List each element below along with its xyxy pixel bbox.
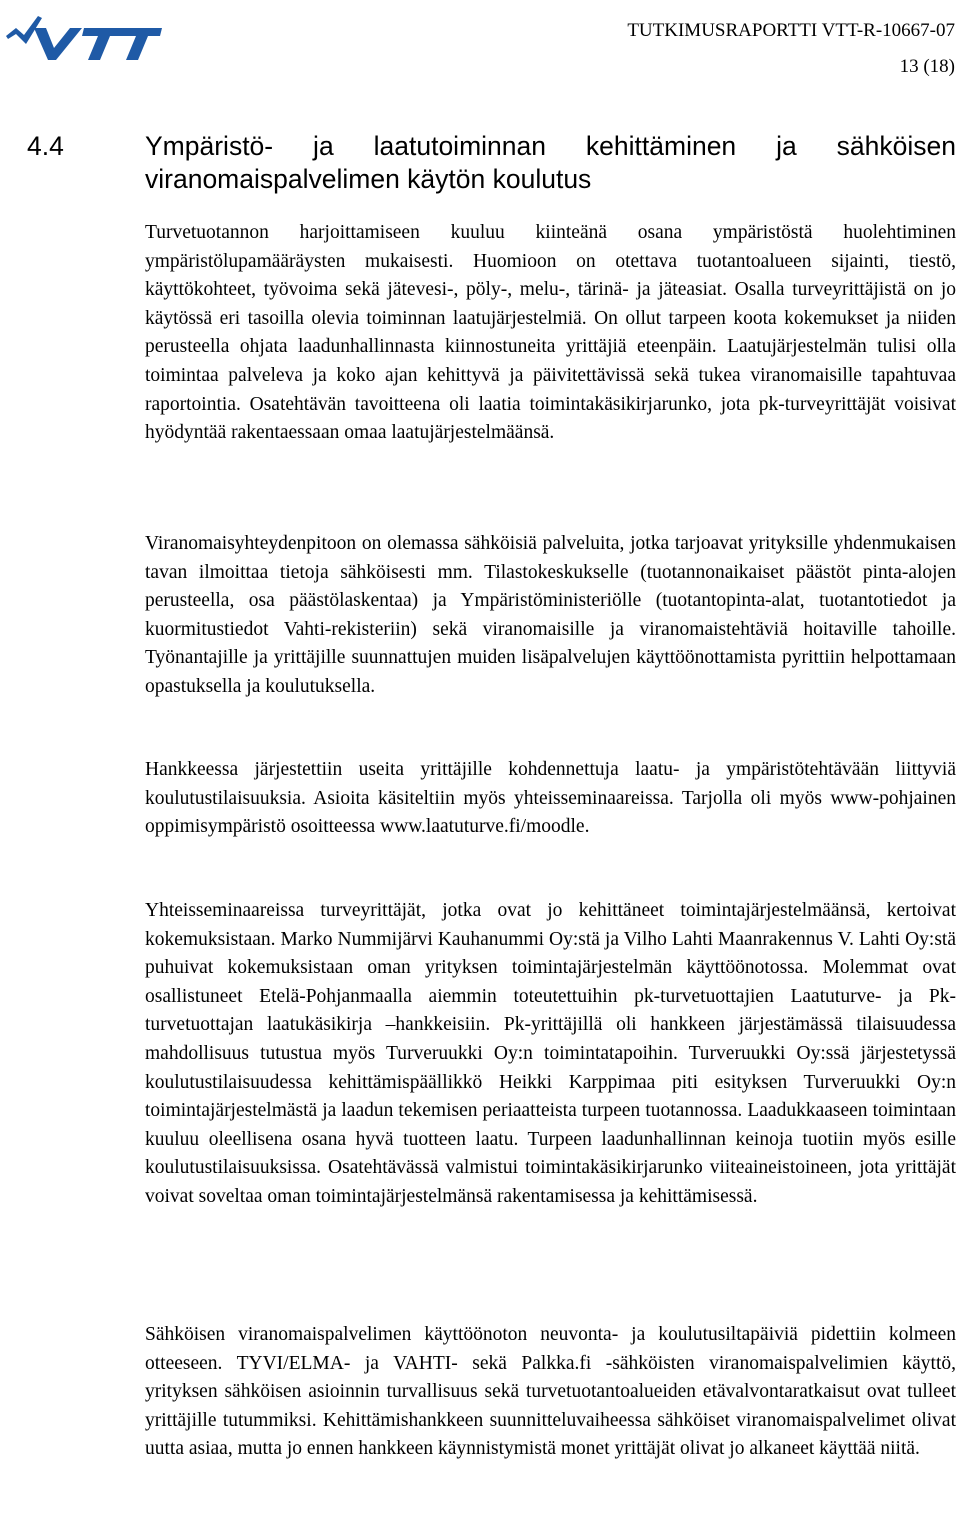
report-id: TUTKIMUSRAPORTTI VTT-R-10667-07	[627, 20, 955, 41]
section-heading	[27, 130, 956, 196]
paragraph-e-authority-training: Sähköisen viranomaispalvelimen käyttöönoton neuvonta- ja koulutusiltapäiviä pidettiin kolmeen otteeseen. TYVI/ELMA- ja VAHTI- sekä Palkka.fi -sähköisten viranomaispalvelimien käyttö, yrityksen sähköisen asioinnin turvallisuus sekä turvetuotantoalueiden etävalvontaratkaisut ovat tulleet yrittäjille tutummiksi. Kehittämishankkeen suunnitteluvaiheessa sähköiset viranomaispalvelimet olivat uutta asiaa, mutta jo ennen hankkeen käynnistymistä monet yrittäjät olivat jo alkaneet käyttää niitä.	[145, 1324, 956, 1460]
section-number: 4.4	[27, 131, 64, 161]
paragraph-seminars: Yhteisseminaareissa turveyrittäjät, jotka ovat jo kehittäneet toimintajärjestelmäänsä, kertoivat kokemuksistaan. Marko Nummijärvi Kauhanummi Oy:stä ja Vilho Lahti Maanrakennus V. Lahti Oy:stä puhuivat kokemuksistaan oman yrityksen toimintajärjestelmän käyttöönotossa. Molemmat ovat osallistuneet Etelä-Pohjanmaalla aiemmin toteutettuihin pk-turvetuottajien Laatuturve- ja Pk-turvetuottajan laatukäsikirja –hankkeisiin. Pk-yrittäjillä oli hankkeen järjestämässä tilaisuudessa mahdollisuus tutustua myös Turveruukki Oy:n toimintatapoihin. Turveruukki Oy:ssä järjestetyssä koulutustilaisuudessa kehittämispäällikkö Heikki Karppimaa piti esityksen Turveruukki Oy:n toimintajärjestelmästä ja laadun tekemisen periaatteista turpeen tuotannossa. Laadukkaaseen toimintaan kuuluu oleellisena osana hyvä tuotteen laatu. Turpeen laadunhallinnan keinoja tuotiin myös esille koulutustilaisuuksissa. Osatehtävässä valmistui toimintakäsikirjarunko viiteaineistoineen, jota yrittäjät voivat soveltaa oman toimintajärjestelmänsä rakentamisessa ja kehittämisessä.	[145, 900, 956, 1207]
paragraph-training-events: Hankkeessa järjestettiin useita yrittäjille kohdennettuja laatu- ja ympäristötehtävään liittyviä koulutustilaisuuksia. Asioita käsiteltiin myös yhteisseminaareissa. Tarjolla oli myös www-pohjainen oppimisympäristö osoitteessa www.laatuturve.fi/moodle.	[145, 759, 956, 838]
page-number: 13 (18)	[899, 56, 955, 77]
vtt-logo	[4, 8, 164, 64]
paragraph-quality-systems: Turvetuotannon harjoittamiseen kuuluu kiinteänä osana ympäristöstä huolehtiminen ympäristölupamääräysten mukaisesti. Huomioon on otettava tuotantoalueen sijainti, tiestö, käyttökohteet, työvoima sekä jätevesi-, pöly-, melu-, tärinä- ja jäteasiat. Osalla turveyrittäjistä on jo käytössä eri tasoilla olevia toiminnan laatujärjestelmiä. On ollut tarpeen koota kokemukset ja niiden perusteella ohjata laadunhallinnasta kiinnostuneita yrittäjiä eteenpäin. Laatujärjestelmän tulisi olla toimintaa palveleva ja koko ajan kehittyvä ja päivitettävissä sekä tukea viranomaisille tapahtuvaa raportointia. Osatehtävän tavoitteena oli laatia toimintakäsikirjarunko, jota pk-turveyrittäjät voisivat hyödyntää rakentaessaan omaa laatujärjestelmäänsä.	[145, 222, 956, 444]
paragraph-electronic-services: Viranomaisyhteydenpitoon on olemassa sähköisiä palveluita, jotka tarjoavat yrityksille yhdenmukaisen tavan ilmoittaa tietoja sähköisesti mm. Tilastokeskukselle (tuotannonaikaiset päästöt pinta-alojen perusteella, osa päästölaskentaa) ja Ympäristöministeriölle (tuotantopinta-alat, tuotantotiedot ja kuormitustiedot Vahti-rekisteriin) sekä viranomaisille ja viranomaistehtäviä hoitaville tahoille. Työnantajille ja yrittäjille suunnattujen muiden lisäpalvelujen käyttöönottamista pyrittiin helpottamaan opastuksella ja koulutuksella.	[145, 533, 956, 697]
section-title: Ympäristö- ja laatutoiminnan kehittäminen ja sähköisen viranomaispalvelimen käytön koulutus	[145, 131, 956, 194]
